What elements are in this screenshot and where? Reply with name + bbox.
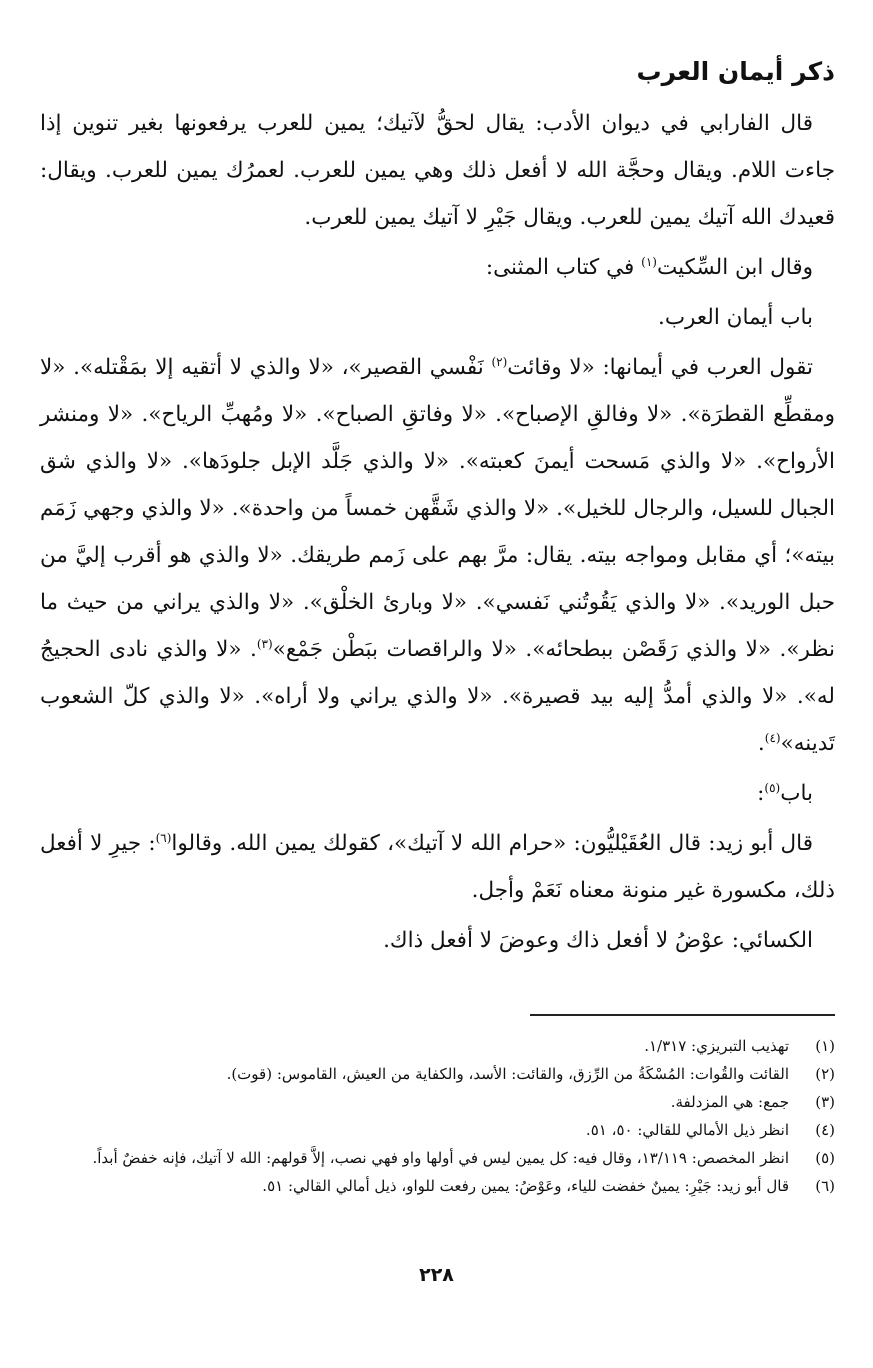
footnote-item <box>40 1144 835 1172</box>
footnote-item <box>40 1116 835 1144</box>
paragraph-text: . «لا والذي نادى الحجيجُ له». «لا والذي أمدُّ إليه بيد قصيرة». «لا والذي يراني ولا أراه». «لا والذي كلّ الشعوب تَدينه» <box>40 637 835 756</box>
footnotes-list <box>40 1032 835 1200</box>
footnote-text: القائت والقُوات: المُسْكَةُ من الرِّزق، والقائت: الأسد، والكفاية من العيش، القاموس: (قوت). <box>226 1065 789 1083</box>
paragraph-kisai: الكسائي: عوْضُ لا أفعل ذاك وعوضَ لا أفعل ذاك. <box>383 928 813 953</box>
footnote-divider <box>530 1014 835 1016</box>
paragraph-text: وقال ابن السِّكيت <box>656 255 813 280</box>
footnote-marker: (١) <box>641 254 657 269</box>
paragraph-text: نَفْسي القصير»، «لا والذي لا أتقيه إلا بمَقْتله». «لا ومقطِّع القطرَة». «لا وفالقِ الإصباح». «لا وفاتقِ الصباح». «لا ومُهبِّ الرياح». «لا ومنشر الأرواح». «لا والذي مَسحت أيمنَ كعبته». «لا والذي جَلَّد الإبل جلودَها». «لا والذي شق الجبال للسيل، والرجال للخيل». «لا والذي شَقَّهن خمساً من واحدة». «لا والذي وجهي زَمَم بيته»؛ أي مقابل ومواجه بيته. يقال: مرَّ بهم على زَمم طريقك. «لا والذي هو أقرب إليَّ من حبل الوريد». «لا والذي يَقُوتُني نَفسي». «لا وبارئ الخلْق». «لا والذي يراني من حيث ما نظر». «لا والذي رَقَصْن ببطحائه». «لا والراقصات ببَطْن جَمْع» <box>40 355 835 662</box>
footnote-number: (٤) <box>815 1121 835 1139</box>
paragraph-chapter-heading: باب أيمان العرب. <box>657 305 813 330</box>
paragraph-text: : جيرِ لا أفعل ذلك، مكسورة غير منونة معناه نَعَمْ وأجل. <box>40 831 835 903</box>
paragraph-oaths-list <box>40 344 835 767</box>
footnote-item <box>40 1060 835 1088</box>
footnote-text: انظر ذيل الأمالي للقالي: ٥٠، ٥١. <box>585 1121 789 1139</box>
paragraph-bab <box>40 770 835 817</box>
paragraph-farabi: قال الفارابي في ديوان الأدب: يقال لحقُّ لآتيك؛ يمين للعرب يرفعونها بغير تنوين إذا جاءت اللام. ويقال وحجَّة الله لا أفعل ذلك وهي يمين للعرب. لعمرُك يمين للعرب. ويقال: قعيدك الله آتيك يمين للعرب. ويقال جَيْرِ لا آتيك يمين للعرب. <box>40 111 835 230</box>
footnote-item <box>40 1172 835 1200</box>
paragraph-text: : <box>757 781 765 806</box>
section-title: ذكر أيمان العرب <box>636 57 835 86</box>
book-page <box>40 52 835 1342</box>
footnote-text: تهذيب التبريزي: ١/٣١٧. <box>644 1037 789 1055</box>
footnote-number: (٢) <box>815 1065 835 1083</box>
paragraph-abu-zayd <box>40 820 835 914</box>
paragraph-text: قال أبو زيد: قال العُقَيْليُّون: «حرام الله لا آتيك»، كقولك يمين الله. وقالوا <box>171 831 814 856</box>
footnote-text: جمع: هي المزدلفة. <box>670 1093 789 1111</box>
footnote-marker: (٦) <box>155 830 172 845</box>
footnote-marker: (٥) <box>764 780 781 795</box>
footnote-number: (٦) <box>815 1177 835 1195</box>
paragraph-text: تقول العرب في أيمانها: «لا وقائت <box>507 355 813 380</box>
paragraph-text: باب <box>780 781 813 806</box>
footnote-item <box>40 1032 835 1060</box>
paragraph-text: في كتاب المثنى: <box>485 255 642 280</box>
page-number: ٢٢٨ <box>419 1264 454 1286</box>
footnote-number: (٥) <box>815 1149 835 1167</box>
paragraph-ibn-sikkit <box>40 244 835 291</box>
paragraph-text: . <box>757 731 765 756</box>
footnote-marker: (٤) <box>764 730 781 745</box>
footnote-number: (١) <box>815 1037 835 1055</box>
main-text <box>40 100 835 964</box>
footnote-item <box>40 1088 835 1116</box>
footnote-number: (٣) <box>815 1093 835 1111</box>
footnote-text: قال أبو زيد: جَيْرِ: يمينٌ خفضت للياء، وعَوْضُ: يمين رفعت للواو، ذيل أمالي القالي: ٥١. <box>262 1177 789 1195</box>
footnote-marker: (٢) <box>491 354 508 369</box>
footnote-text: انظر المخصص: ١٣/١١٩، وقال فيه: كل يمين ليس في أولها واو فهي نصب، إلاَّ قولهم: الله لا آتيك، فإنه خفضٌ أبداً. <box>92 1149 789 1167</box>
footnote-marker: (٣) <box>256 636 273 651</box>
